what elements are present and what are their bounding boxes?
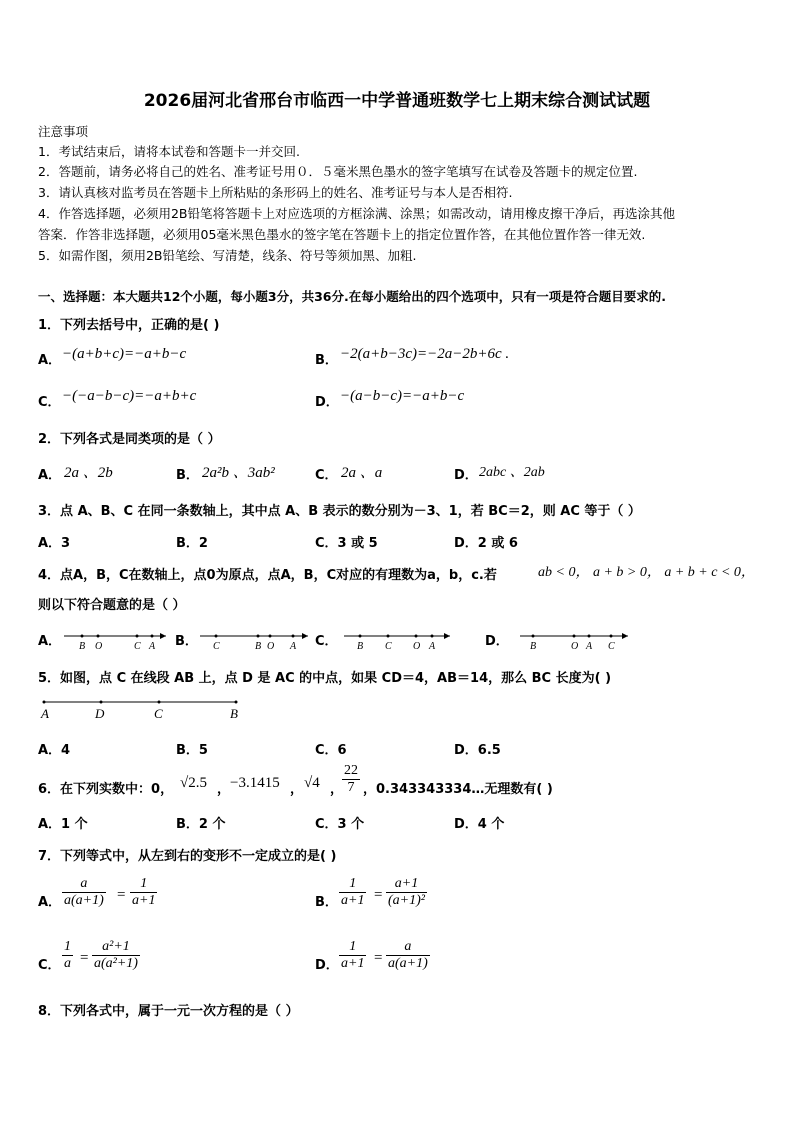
fraction-numerator: a <box>62 876 106 893</box>
fraction-denominator: a <box>64 956 71 971</box>
equals-sign: = <box>80 950 89 966</box>
q5-option-a: A．4 <box>38 743 71 758</box>
q6-option-c: C．3 个 <box>315 817 365 832</box>
svg-text:C: C <box>134 641 141 652</box>
q2-option-b-expr: 2a²b 、3ab² <box>202 465 275 481</box>
fraction-denominator: a(a²+1) <box>94 956 138 971</box>
fraction-denominator: a+1 <box>341 893 365 908</box>
fraction-numerator: 1 <box>339 876 366 893</box>
q6-item-pi-approx: −3.1415 <box>230 775 280 791</box>
q3-option-b: B．2 <box>176 536 208 551</box>
fraction-numerator: 22 <box>344 763 358 778</box>
fraction-denominator: 7 <box>347 780 355 795</box>
q4-option-b-number-line <box>198 628 310 652</box>
equals-sign: = <box>374 887 383 903</box>
svg-text:O: O <box>267 641 275 652</box>
note-item: 3．请认真核对监考员在答题卡上所粘贴的条形码上的姓名、准考证号与本人是否相符. <box>38 185 513 200</box>
q5-option-d: D．6.5 <box>454 743 501 758</box>
q6-comma: ， <box>290 782 304 797</box>
q1-option-b-expr: −2(a+b−3c)=−2a−2b+6c . <box>340 346 510 362</box>
q3-option-d: D．2 或 6 <box>454 536 518 551</box>
q1-option-a-expr: −(a+b+c)=−a+b−c <box>62 346 187 362</box>
section-heading: 一、选择题：本大题共12个小题，每小题3分，共36分.在每小题给出的四个选项中，只有一项是符合题目要求的. <box>38 289 666 304</box>
q1-option-b-label: B． <box>315 353 338 368</box>
fraction-numerator: a+1 <box>386 876 427 893</box>
svg-text:C: C <box>608 641 615 652</box>
q1-option-c-label: C． <box>38 395 61 410</box>
q5-segment-figure <box>38 694 244 724</box>
note-item: 1．考试结束后，请将本试卷和答题卡一并交回. <box>38 144 300 159</box>
svg-text:C: C <box>385 641 392 652</box>
q2-option-a-label: A． <box>38 468 62 483</box>
point-a-label: A <box>41 706 49 721</box>
q4-option-a-number-line <box>62 628 168 652</box>
q6-option-d: D．4 个 <box>454 817 505 832</box>
notes-heading: 注意事项 <box>38 124 89 139</box>
equals-sign: = <box>374 950 383 966</box>
question-6-stem-cont: 0.343343334…无理数有( ) <box>376 782 553 797</box>
q2-option-d-expr: 2abc 、2ab <box>479 465 545 480</box>
q7-c-right-fraction <box>92 939 140 972</box>
q6-fraction <box>342 763 360 796</box>
q6-item-sqrt25: √2.5 <box>180 775 207 791</box>
q7-b-left-fraction <box>339 876 366 909</box>
note-item: 4．作答选择题，必须用2B铅笔将答题卡上对应选项的方框涂满、涂黑；如需改动，请用橡皮擦干净后，再选涂其他 <box>38 206 675 221</box>
q3-option-a: A．3 <box>38 536 71 551</box>
svg-text:O: O <box>95 641 103 652</box>
q5-option-b: B．5 <box>176 743 208 758</box>
q7-option-d-label: D． <box>315 958 339 973</box>
q1-option-d-label: D． <box>315 395 339 410</box>
equals-sign: = <box>117 887 126 903</box>
q1-option-a-label: A． <box>38 353 62 368</box>
svg-text:C: C <box>213 641 220 652</box>
fraction-numerator: 1 <box>64 939 71 954</box>
svg-text:O: O <box>571 641 579 652</box>
question-4-stem-cont: 则以下符合题意的是（ ） <box>38 598 186 613</box>
q2-option-d-label: D． <box>454 468 478 483</box>
point-c-label: C <box>154 706 163 721</box>
q4-option-a-label: A． <box>38 634 62 649</box>
fraction-numerator: a²+1 <box>92 939 140 956</box>
q6-option-b: B．2 个 <box>176 817 226 832</box>
q4-option-d-number-line <box>518 628 630 652</box>
q4-option-d-label: D． <box>485 634 509 649</box>
svg-text:B: B <box>357 641 364 652</box>
fraction-denominator: (a+1)² <box>388 893 425 908</box>
question-5-stem: 5．如图，点 C 在线段 AB 上，点 D 是 AC 的中点，如果 CD＝4，AB＝14，那么 BC 长度为( ) <box>38 671 612 686</box>
question-2-stem: 2．下列各式是同类项的是（ ） <box>38 432 221 447</box>
note-item: 2．答题前，请务必将自己的姓名、准考证号用０．５毫米黑色墨水的签字笔填写在试卷及答题卡的规定位置. <box>38 164 638 179</box>
question-4-stem: 4．点A，B，C在数轴上，点0为原点，点A，B，C对应的有理数为a，b，c.若 <box>38 568 497 583</box>
note-item: 5．如需作图，须用2B铅笔绘、写清楚，线条、符号等须加黑、加粗. <box>38 248 417 263</box>
question-1-stem: 1．下列去括号中，正确的是( ) <box>38 318 220 333</box>
q7-a-left-fraction <box>62 876 106 909</box>
q4-option-b-label: B． <box>175 634 198 649</box>
svg-text:A: A <box>149 641 156 652</box>
q1-option-c-expr: −(−a−b−c)=−a+b+c <box>62 388 197 404</box>
q6-option-a: A．1 个 <box>38 817 88 832</box>
q7-d-left-fraction <box>339 939 366 972</box>
q7-a-right-fraction <box>130 876 157 909</box>
svg-text:A: A <box>586 641 593 652</box>
q4-option-c-label: C． <box>315 634 338 649</box>
q6-comma: ， <box>363 782 377 797</box>
q2-option-c-label: C． <box>315 468 338 483</box>
svg-text:B: B <box>79 641 86 652</box>
q7-b-right-fraction <box>386 876 427 909</box>
q6-comma: ， <box>330 782 344 797</box>
svg-text:B: B <box>255 641 262 652</box>
q7-d-right-fraction <box>386 939 430 972</box>
svg-text:A: A <box>429 641 436 652</box>
q2-option-c-expr: 2a 、a <box>341 465 383 481</box>
fraction-numerator: 1 <box>339 939 366 956</box>
q3-option-c: C．3 或 5 <box>315 536 378 551</box>
question-6-stem: 6．在下列实数中：0， <box>38 782 174 797</box>
q6-comma: ， <box>217 782 231 797</box>
q4-option-c-number-line <box>342 628 452 652</box>
point-d-label: D <box>95 706 105 721</box>
q5-option-c: C．6 <box>315 743 347 758</box>
svg-text:B: B <box>530 641 537 652</box>
fraction-numerator: 1 <box>130 876 157 893</box>
question-7-stem: 7．下列等式中，从左到右的变形不一定成立的是( ) <box>38 849 337 864</box>
q7-c-left-fraction <box>62 939 73 972</box>
q2-option-b-label: B． <box>176 468 199 483</box>
point-b-label: B <box>230 706 238 721</box>
q7-option-c-label: C． <box>38 958 61 973</box>
svg-text:O: O <box>413 641 421 652</box>
fraction-denominator: a(a+1) <box>388 956 428 971</box>
question-8-stem: 8．下列各式中，属于一元一次方程的是（ ） <box>38 1004 299 1019</box>
svg-text:A: A <box>290 641 297 652</box>
note-item: 答案．作答非选择题，必须用05毫米黑色墨水的签字笔在答题卡上的指定位置作答，在其他位置作答一律无效. <box>38 227 646 242</box>
q7-option-b-label: B． <box>315 895 338 910</box>
fraction-numerator: a <box>386 939 430 956</box>
q2-option-a-expr: 2a 、2b <box>64 465 113 481</box>
q7-option-a-label: A． <box>38 895 62 910</box>
question-3-stem: 3．点 A、B、C 在同一条数轴上，其中点 A、B 表示的数分别为－3、1，若 BC＝2，则 AC 等于（ ） <box>38 504 641 519</box>
page-title: 2026届河北省邢台市临西一中学普通班数学七上期末综合测试试题 <box>143 91 651 111</box>
fraction-denominator: a(a+1) <box>64 893 104 908</box>
question-4-condition: ab < 0， a + b > 0， a + b + c < 0， <box>538 565 755 580</box>
q6-item-sqrt4: √4 <box>304 775 320 791</box>
fraction-denominator: a+1 <box>341 956 365 971</box>
fraction-denominator: a+1 <box>132 893 156 908</box>
q1-option-d-expr: −(a−b−c)=−a+b−c <box>340 388 465 404</box>
